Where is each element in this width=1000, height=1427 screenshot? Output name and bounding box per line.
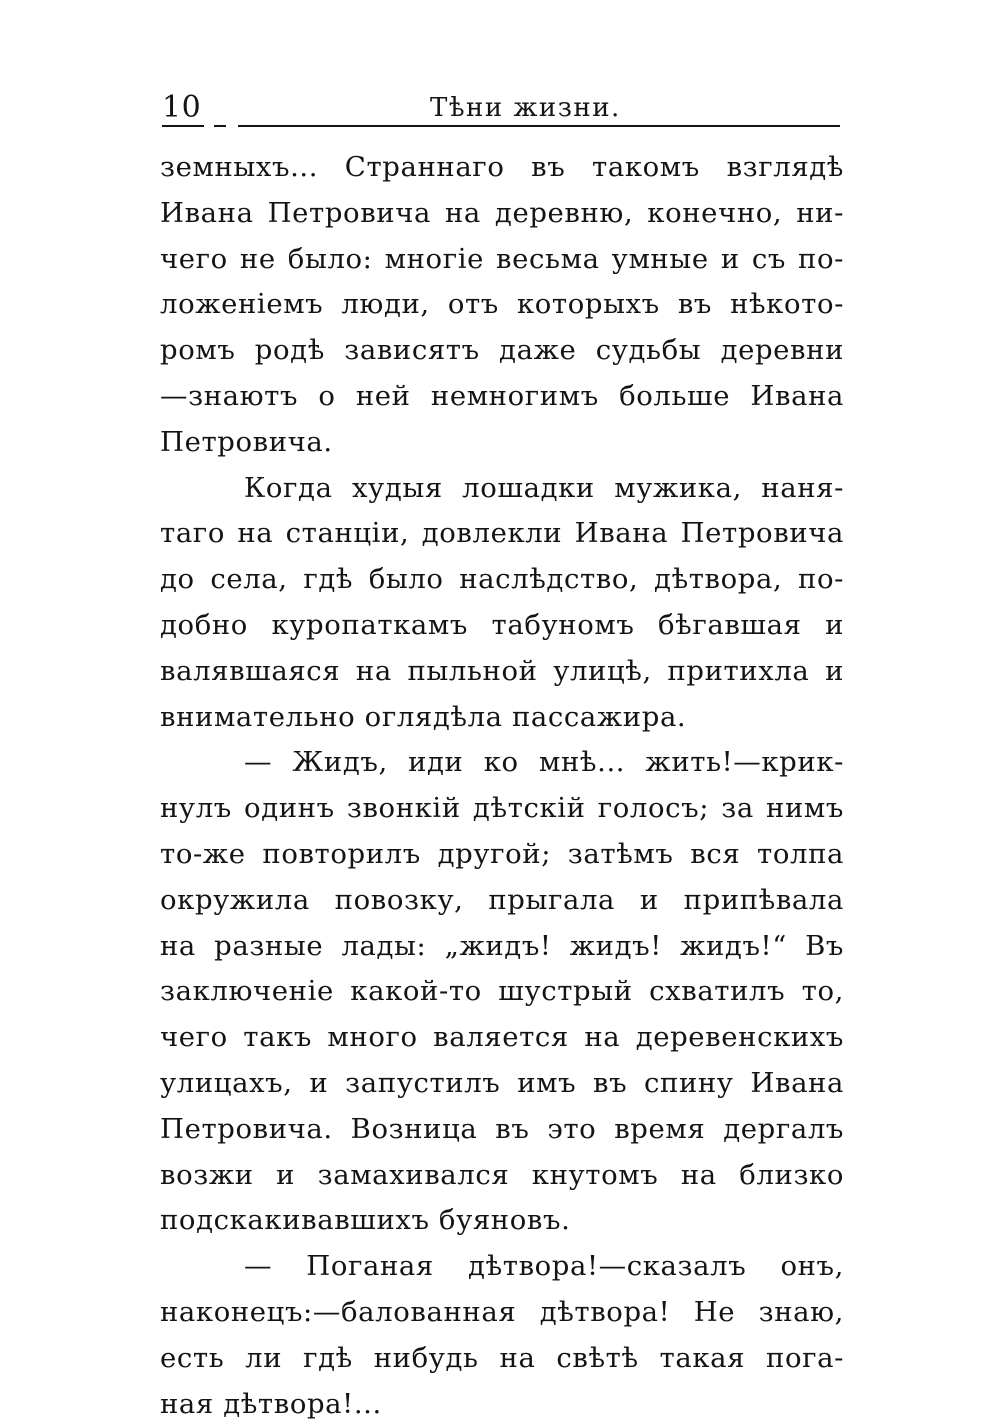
header-rule (238, 125, 840, 127)
header-rule-segment (214, 125, 226, 127)
text-line: то-же повторилъ другой; затѣмъ вся толпа (160, 837, 844, 870)
paragraph-start-line: — Жидъ, иди ко мнѣ... жить!—крик- (244, 746, 844, 779)
text-line: земныхъ... Страннаго въ такомъ взглядѣ (160, 151, 844, 183)
text-line: наконецъ:—балованная дѣтвора! Не знаю, (160, 1295, 844, 1328)
text-line: есть ли гдѣ нибудь на свѣтѣ такая пога- (160, 1341, 844, 1374)
text-line: Ивана Петровича на деревню, конечно, ни- (160, 196, 844, 229)
text-line: окружила повозку, прыгала и припѣвала (160, 883, 844, 916)
paragraph-end-line: ная дѣтвора!... (160, 1387, 382, 1420)
text-line: добно куропаткамъ табуномъ бѣгавшая и (160, 608, 844, 641)
header-rule-segment (162, 125, 204, 127)
text-line: улицахъ, и запустилъ имъ въ спину Ивана (160, 1066, 844, 1099)
text-line: заключеніе какой-то шустрый схватилъ то, (160, 975, 844, 1008)
text-line: на разные лады: „жидъ! жидъ! жидъ!“ Въ (160, 929, 844, 962)
running-title: Тѣни жизни. (430, 93, 621, 123)
paragraph-start-line: Когда худыя лошадки мужика, наня- (244, 471, 844, 504)
text-line: таго на станціи, довлекли Ивана Петровича (160, 517, 844, 550)
body-text (160, 145, 844, 1427)
text-line: возжи и замахивался кнутомъ на близко (160, 1158, 844, 1191)
text-line: ромъ родѣ зависятъ даже судьбы деревни (160, 334, 844, 367)
text-line: валявшаяся на пыльной улицѣ, притихла и (160, 654, 844, 687)
text-line: чего такъ много валяется на деревенскихъ (160, 1021, 844, 1054)
text-line: Петровича. Возница въ это время дергалъ (160, 1112, 844, 1145)
text-line: ложеніемъ люди, отъ которыхъ въ нѣкото- (160, 288, 844, 321)
paragraph-start-line: — Поганая дѣтвора!—сказалъ онъ, (244, 1250, 844, 1283)
paragraph-end-line: подскакивавшихъ буяновъ. (160, 1204, 571, 1237)
paragraph-end-line: Петровича. (160, 425, 333, 458)
paragraph-end-line: внимательно оглядѣла пассажира. (160, 700, 687, 733)
text-line: чего не было: многіе весьма умные и съ по- (160, 242, 844, 275)
page-number: 10 (162, 90, 202, 125)
text-line: —знаютъ о ней немногимъ больше Ивана (160, 379, 844, 412)
text-line: нулъ одинъ звонкій дѣтскій голосъ; за нимъ (160, 792, 844, 825)
text-line: до села, гдѣ было наслѣдство, дѣтвора, по- (160, 563, 844, 596)
